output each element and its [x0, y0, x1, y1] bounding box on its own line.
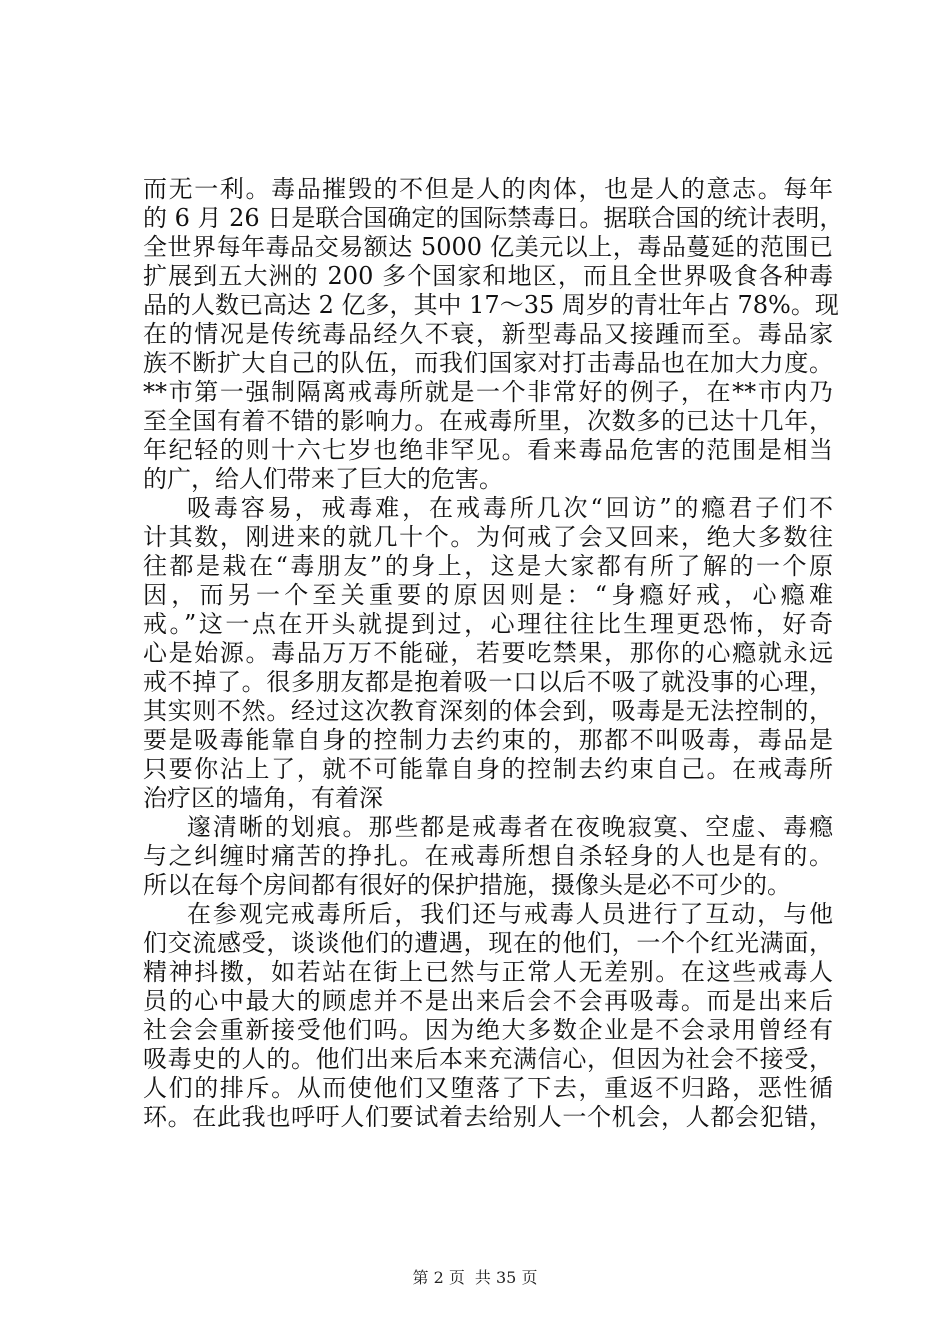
text-line: 环。在此我也呼吁人们要试着去给别人一个机会，人都会犯错，: [143, 1103, 833, 1131]
text-line: 的广，给人们带来了巨大的危害。: [143, 465, 503, 493]
text-line: 而无一利。毒品摧毁的不但是人的肉体，也是人的意志。每年: [143, 175, 833, 203]
text-line: 在的情况是传统毒品经久不衰，新型毒品又接踵而至。毒品家: [143, 320, 833, 348]
text-line: 吸毒容易，戒毒难，在戒毒所几次“回访”的瘾君子们不: [187, 494, 833, 522]
text-line: 要是吸毒能靠自身的控制力去约束的，那都不叫吸毒，毒品是: [143, 726, 833, 754]
text-line: 吸毒史的人的。他们出来后本来充满信心，但因为社会不接受，: [143, 1045, 833, 1073]
text-line: 扩展到五大洲的 200 多个国家和地区，而且全世界吸食各种毒: [143, 262, 833, 290]
page-number: 第 2 页: [412, 1268, 465, 1287]
text-line: 年纪轻的则十六七岁也绝非罕见。看来毒品危害的范围是相当: [143, 436, 833, 464]
text-line: 计其数，刚进来的就几十个。为何戒了会又回来，绝大多数往: [143, 523, 833, 551]
text-line: 员的心中最大的顾虑并不是出来后会不会再吸毒。而是出来后: [143, 987, 833, 1015]
text-line: 全世界每年毒品交易额达 5000 亿美元以上，毒品蔓延的范围已: [143, 233, 833, 261]
text-line: 们交流感受，谈谈他们的遭遇，现在的他们，一个个红光满面，: [143, 929, 833, 957]
text-line: 治疗区的墙角，有着深: [143, 784, 383, 812]
text-line: **市第一强制隔离戒毒所就是一个非常好的例子，在**市内乃: [143, 378, 833, 406]
text-line: 至全国有着不错的影响力。在戒毒所里，次数多的已达十几年，: [143, 407, 833, 435]
text-line: 人们的排斥。从而使他们又堕落了下去，重返不归路，恶性循: [143, 1074, 833, 1102]
text-line: 往都是栽在“毒朋友”的身上，这是大家都有所了解的一个原: [143, 552, 833, 580]
text-line: 与之纠缠时痛苦的挣扎。在戒毒所想自杀轻身的人也是有的。: [143, 842, 833, 870]
text-line: 因，而另一个至关重要的原因则是：“身瘾好戒，心瘾难: [143, 581, 833, 609]
text-line: 戒不掉了。很多朋友都是抱着吸一口以后不吸了就没事的心理，: [143, 668, 833, 696]
text-line: 其实则不然。经过这次教育深刻的体会到，吸毒是无法控制的，: [143, 697, 833, 725]
text-line: 所以在每个房间都有很好的保护措施，摄像头是必不可少的。: [143, 871, 791, 899]
text-line: 社会会重新接受他们吗。因为绝大多数企业是不会录用曾经有: [143, 1016, 833, 1044]
body-text: [143, 175, 844, 1132]
text-line: 族不断扩大自己的队伍，而我们国家对打击毒品也在加大力度。: [143, 349, 833, 377]
text-line: 精神抖擞，如若站在街上已然与正常人无差别。在这些戒毒人: [143, 958, 833, 986]
page-total: 共 35 页: [474, 1268, 538, 1287]
text-line: 邃清晰的划痕。那些都是戒毒者在夜晚寂寞、空虚、毒瘾: [187, 813, 833, 841]
text-line: 只要你沾上了，就不可能靠自身的控制去约束自己。在戒毒所: [143, 755, 833, 783]
text-line: 戒。”这一点在开头就提到过，心理往往比生理更恐怖，好奇: [143, 610, 833, 638]
text-line: 心是始源。毒品万万不能碰，若要吃禁果，那你的心瘾就永远: [143, 639, 833, 667]
text-line: 的 6 月 26 日是联合国确定的国际禁毒日。据联合国的统计表明，: [143, 204, 844, 232]
page-footer: [0, 1268, 950, 1288]
text-line: 品的人数已高达 2 亿多，其中 17～35 周岁的青壮年占 78%。现: [143, 291, 839, 319]
text-line: 在参观完戒毒所后，我们还与戒毒人员进行了互动，与他: [187, 900, 833, 928]
